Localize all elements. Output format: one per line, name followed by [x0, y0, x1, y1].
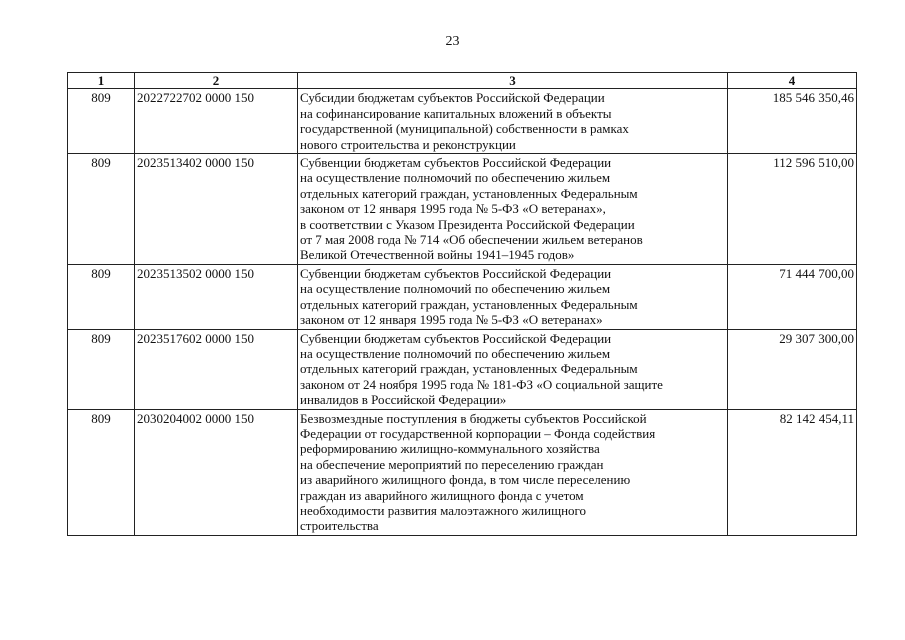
admin-code-cell: 809 — [68, 154, 135, 265]
revenue-code-cell: 2023517602 0000 150 — [135, 329, 298, 409]
amount-cell: 112 596 510,00 — [728, 154, 857, 265]
table-body — [68, 89, 857, 535]
header-col-4: 4 — [728, 73, 857, 89]
revenue-code-cell: 2030204002 0000 150 — [135, 409, 298, 535]
description-line: Субвенции бюджетам субъектов Российской Федерации — [300, 330, 612, 346]
description-line: Безвозмездные поступления в бюджеты субъектов Российской — [300, 410, 647, 426]
description-line: Субвенции бюджетам субъектов Российской Федерации — [300, 265, 612, 281]
description-cell — [298, 329, 728, 409]
description-line: на осуществление полномочий по обеспечению жильем — [300, 345, 611, 361]
description-line: отдельных категорий граждан, установленных Федеральным — [300, 185, 638, 201]
header-col-3: 3 — [298, 73, 728, 89]
table-header-row — [68, 73, 857, 89]
description-line: от 7 мая 2008 года № 714 «Об обеспечении жильем ветеранов — [300, 232, 643, 248]
description-line: законом от 12 января 1995 года № 5-ФЗ «О ветеранах» — [300, 312, 603, 328]
description-line: государственной (муниципальной) собственности в рамках — [300, 121, 629, 137]
description-cell — [298, 154, 728, 265]
description-line: отдельных категорий граждан, установленных Федеральным — [300, 361, 638, 377]
description-line: законом от 12 января 1995 года № 5-ФЗ «О ветеранах», — [300, 201, 606, 217]
amount-cell: 71 444 700,00 — [728, 264, 857, 329]
description-line: в соответствии с Указом Президента Российской Федерации — [300, 216, 635, 232]
description-line: Субсидии бюджетам субъектов Российской Федерации — [300, 90, 605, 106]
admin-code-cell: 809 — [68, 264, 135, 329]
table-row — [68, 329, 857, 409]
description-line: Великой Отечественной войны 1941–1945 годов» — [300, 247, 575, 263]
admin-code-cell: 809 — [68, 329, 135, 409]
description-line: инвалидов в Российской Федерации» — [300, 392, 507, 408]
budget-table — [67, 72, 857, 536]
description-line: реформированию жилищно-коммунального хозяйства — [300, 441, 600, 457]
description-line: Федерации от государственной корпорации – Фонда содействия — [300, 425, 656, 441]
description-line: необходимости развития малоэтажного жилищного — [300, 502, 587, 518]
header-col-1: 1 — [68, 73, 135, 89]
revenue-code-cell: 2023513402 0000 150 — [135, 154, 298, 265]
description-line: нового строительства и реконструкции — [300, 136, 516, 152]
description-line: законом от 24 ноября 1995 года № 181-ФЗ «О социальной защите — [300, 376, 663, 392]
description-line: строительства — [300, 518, 379, 534]
amount-cell: 82 142 454,11 — [728, 409, 857, 535]
description-line: на обеспечение мероприятий по переселению граждан — [300, 456, 604, 472]
description-line: из аварийного жилищного фонда, в том числе переселению — [300, 472, 631, 488]
table-row — [68, 264, 857, 329]
amount-cell: 185 546 350,46 — [728, 89, 857, 154]
description-line: граждан из аварийного жилищного фонда с учетом — [300, 487, 584, 503]
admin-code-cell: 809 — [68, 89, 135, 154]
revenue-code-cell: 2022722702 0000 150 — [135, 89, 298, 154]
table-row — [68, 409, 857, 535]
header-col-2: 2 — [135, 73, 298, 89]
table-row — [68, 89, 857, 154]
description-line: отдельных категорий граждан, установленных Федеральным — [300, 296, 638, 312]
description-cell — [298, 264, 728, 329]
page-number: 23 — [445, 34, 460, 49]
admin-code-cell: 809 — [68, 409, 135, 535]
description-line: на осуществление полномочий по обеспечению жильем — [300, 281, 611, 297]
amount-cell: 29 307 300,00 — [728, 329, 857, 409]
description-line: на осуществление полномочий по обеспечению жильем — [300, 170, 611, 186]
table-row — [68, 154, 857, 265]
revenue-code-cell: 2023513502 0000 150 — [135, 264, 298, 329]
description-line: на софинансирование капитальных вложений в объекты — [300, 105, 612, 121]
description-cell — [298, 409, 728, 535]
description-line: Субвенции бюджетам субъектов Российской Федерации — [300, 155, 612, 171]
description-cell — [298, 89, 728, 154]
